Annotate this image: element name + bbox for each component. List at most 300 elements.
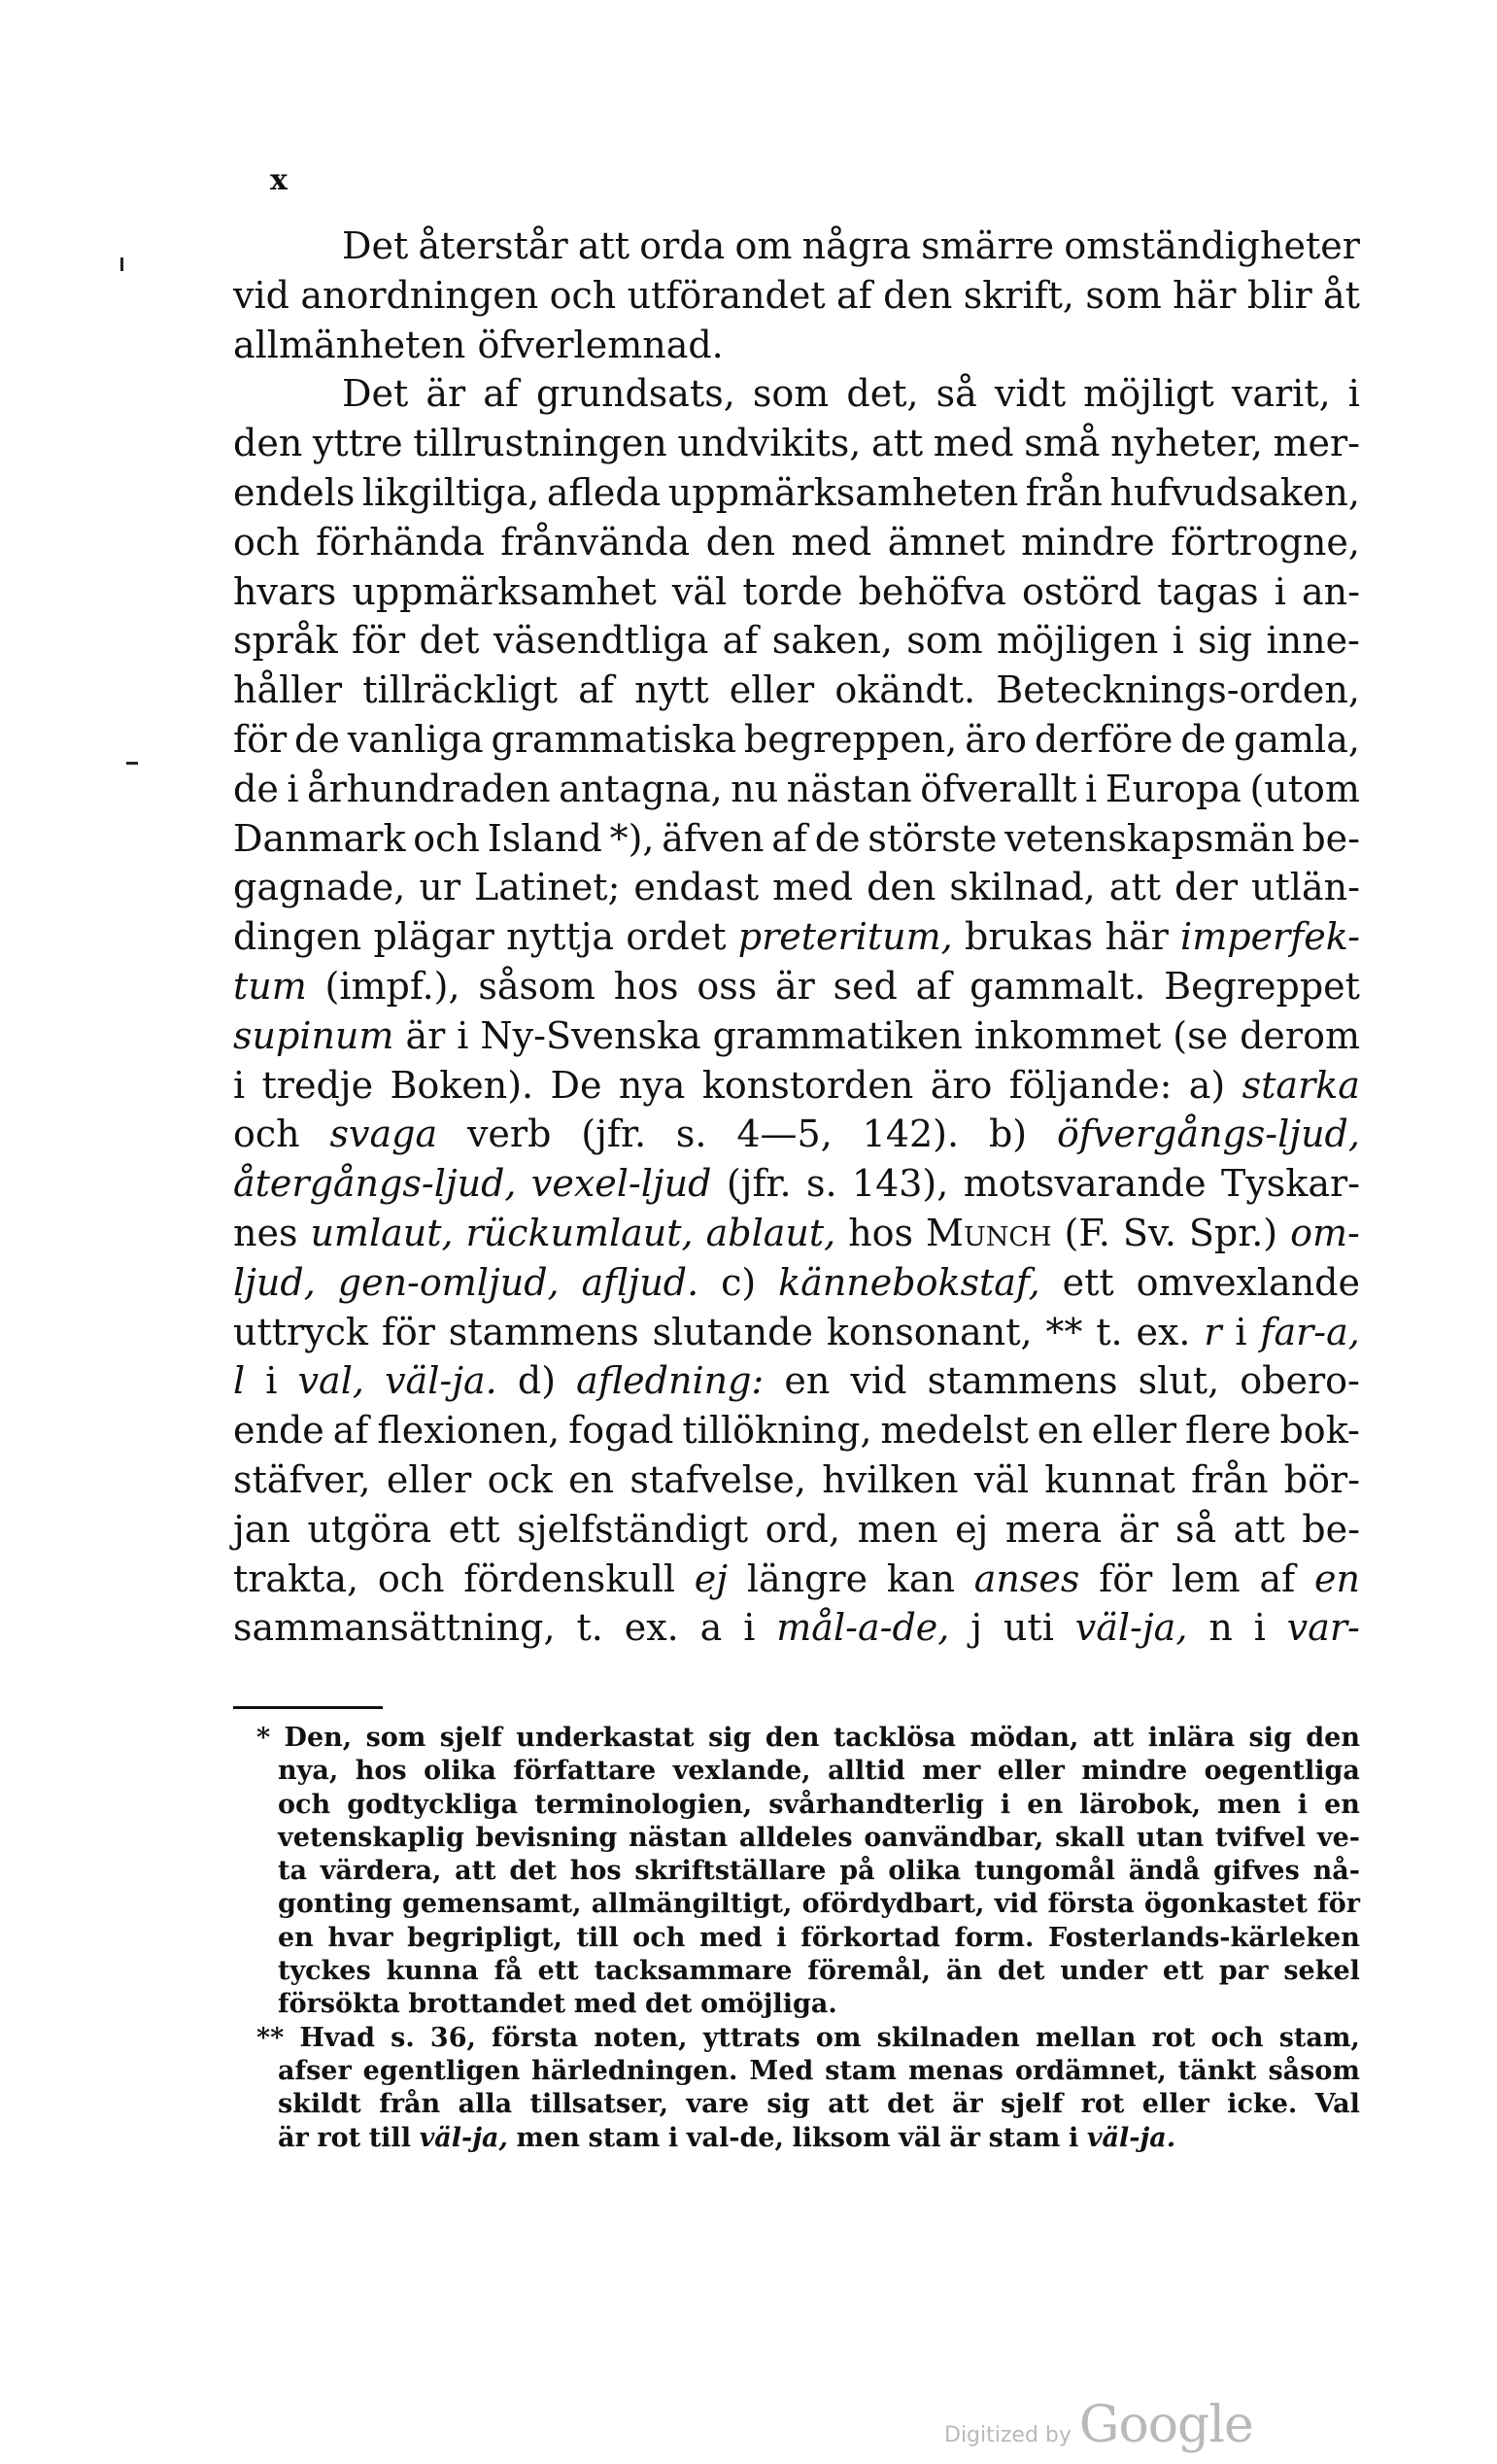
body-word: så bbox=[936, 372, 977, 416]
note-word: tvifvel bbox=[1214, 1822, 1307, 1853]
body-word: fogad bbox=[568, 1409, 674, 1453]
note-word: gemensamt, bbox=[401, 1889, 582, 1920]
body-word: bör- bbox=[1283, 1457, 1360, 1501]
note-word: ta bbox=[278, 1856, 307, 1887]
body-word: l bbox=[233, 1359, 246, 1403]
body-word: i bbox=[1347, 372, 1360, 416]
body-word: supinum bbox=[233, 1013, 394, 1057]
body-word: Europa bbox=[1105, 767, 1242, 810]
body-word: (utom bbox=[1249, 767, 1360, 810]
body-word: de bbox=[294, 717, 340, 761]
note-word: men bbox=[516, 2122, 580, 2153]
note-word: ** bbox=[256, 2022, 285, 2053]
note-line bbox=[256, 1955, 1360, 1988]
note-word: än bbox=[945, 1956, 983, 1987]
body-word: c) bbox=[721, 1260, 757, 1304]
body-word: nes bbox=[233, 1211, 298, 1254]
body-word: plägar bbox=[373, 915, 494, 959]
body-word: Ny-Svenska bbox=[480, 1013, 701, 1057]
note-word: oegentliga bbox=[1204, 1756, 1360, 1787]
note-word: tyckes bbox=[278, 1956, 371, 1987]
body-word: och bbox=[377, 1557, 445, 1600]
body-word: afljud. bbox=[581, 1260, 699, 1304]
note-word: till bbox=[368, 2122, 411, 2153]
note-word: stam bbox=[825, 2055, 897, 2086]
body-word: är bbox=[425, 372, 466, 416]
body-word: hos bbox=[848, 1211, 914, 1254]
body-line bbox=[233, 321, 1360, 370]
body-word: och bbox=[233, 1112, 300, 1156]
note-word: godtyckliga bbox=[347, 1789, 519, 1820]
note-word: det bbox=[509, 1856, 557, 1887]
body-word: ende bbox=[233, 1409, 324, 1453]
body-word: Betecknings-orden, bbox=[996, 668, 1360, 712]
body-line bbox=[233, 1603, 1360, 1653]
body-line bbox=[233, 1011, 1360, 1061]
body-line bbox=[233, 271, 1360, 321]
body-word: i bbox=[743, 1606, 756, 1650]
body-word: hos bbox=[613, 964, 679, 1008]
body-word: språk bbox=[233, 619, 338, 663]
body-word: gen-omljud, bbox=[337, 1260, 560, 1304]
body-word: århundraden bbox=[306, 767, 551, 810]
body-word: tredje bbox=[261, 1063, 374, 1107]
body-word: återgångs-ljud, bbox=[233, 1162, 517, 1206]
note-word: 36, bbox=[429, 2022, 476, 2053]
body-word: omständigheter bbox=[1064, 224, 1360, 267]
body-word: Sv. bbox=[1122, 1211, 1176, 1254]
note-word: afser bbox=[278, 2055, 352, 2086]
body-word: i bbox=[1235, 1310, 1247, 1353]
body-word: skrift, bbox=[963, 273, 1075, 317]
note-word: form. bbox=[954, 1922, 1035, 1953]
body-word: lem bbox=[1172, 1557, 1241, 1600]
note-word: Hvad bbox=[299, 2022, 375, 2053]
note-word: tänkt bbox=[1177, 2055, 1257, 2086]
body-word: anses bbox=[973, 1557, 1080, 1600]
body-word: (se bbox=[1173, 1013, 1229, 1057]
note-word: utan bbox=[1136, 1822, 1205, 1853]
body-word: bok- bbox=[1279, 1409, 1360, 1453]
note-word: s. bbox=[391, 2022, 415, 2053]
note-word: väl-ja, bbox=[419, 2122, 508, 2153]
body-word: brukas bbox=[965, 915, 1094, 959]
body-word: yttre bbox=[312, 422, 403, 465]
body-word: Det bbox=[342, 372, 409, 416]
note-word: första bbox=[492, 2022, 579, 2053]
body-word: mål-a-de, bbox=[776, 1606, 950, 1650]
body-word: rückumlaut, bbox=[465, 1211, 694, 1254]
note-word: rot bbox=[1151, 2022, 1196, 2053]
note-word: få bbox=[493, 1956, 523, 1987]
body-word: tum bbox=[233, 964, 307, 1008]
body-word: b) bbox=[988, 1112, 1028, 1156]
body-line bbox=[233, 765, 1360, 814]
body-word: sig bbox=[1198, 619, 1253, 663]
body-word: att bbox=[1233, 1507, 1285, 1551]
note-word: i bbox=[667, 2122, 679, 2153]
watermark-prefix: Digitized by bbox=[944, 2423, 1072, 2447]
body-word: från bbox=[1191, 1457, 1269, 1501]
note-word: vexlande, bbox=[672, 1756, 811, 1787]
note-word: sig bbox=[708, 1723, 752, 1753]
body-word: derföre bbox=[1034, 717, 1174, 761]
note-word: det bbox=[997, 1956, 1045, 1987]
body-word: väsendtliga bbox=[493, 619, 709, 663]
note-word: på bbox=[839, 1856, 875, 1887]
note-word: val-de, bbox=[686, 2122, 784, 2153]
note-word: med bbox=[573, 1989, 637, 2020]
note-line bbox=[256, 1789, 1360, 1822]
body-word: medelst bbox=[880, 1409, 1029, 1453]
body-word: kunnat bbox=[1044, 1457, 1175, 1501]
body-line bbox=[233, 863, 1360, 912]
body-word: vetenskapsmän bbox=[1004, 816, 1295, 860]
body-word: uppmärksamhet bbox=[352, 569, 657, 613]
body-word: afleda bbox=[546, 470, 662, 514]
note-word: noten, bbox=[594, 2022, 688, 2053]
body-word: obero- bbox=[1240, 1359, 1360, 1403]
body-word: och bbox=[413, 816, 480, 860]
body-word: Boken). bbox=[390, 1063, 534, 1107]
footnotes bbox=[256, 1722, 1360, 2155]
body-word: umlaut, bbox=[310, 1211, 454, 1254]
note-word: icke. bbox=[1227, 2089, 1298, 2120]
margin-mark bbox=[120, 257, 123, 271]
note-word: och bbox=[1210, 2022, 1264, 2053]
body-word: sjelfständigt bbox=[517, 1507, 749, 1551]
body-word: uti bbox=[1003, 1606, 1054, 1650]
body-word: stammens bbox=[927, 1359, 1118, 1403]
body-word: stammens bbox=[448, 1310, 639, 1353]
note-word: sjelf bbox=[439, 1723, 502, 1753]
body-word: Munch bbox=[926, 1211, 1052, 1254]
body-word: tillökning, bbox=[682, 1409, 872, 1453]
body-word: här bbox=[1105, 915, 1169, 959]
body-word: i bbox=[287, 767, 299, 810]
note-word: vid bbox=[994, 1889, 1038, 1920]
body-word: oss bbox=[697, 964, 758, 1008]
body-line bbox=[233, 666, 1360, 715]
body-word: ock bbox=[487, 1457, 553, 1501]
body-word: att bbox=[870, 422, 924, 465]
body-line bbox=[233, 419, 1360, 468]
body-word: d) bbox=[517, 1359, 557, 1403]
body-word: ljud, bbox=[233, 1260, 316, 1304]
body-word: väl-ja. bbox=[385, 1359, 497, 1403]
note-word: tillsatser, bbox=[529, 2089, 668, 2120]
body-word: som bbox=[1085, 273, 1162, 317]
body-word: t. bbox=[1096, 1310, 1123, 1353]
note-line bbox=[256, 2122, 1360, 2155]
body-word: frånvända bbox=[500, 520, 691, 564]
body-word: begreppen, bbox=[743, 717, 958, 761]
note-word: ordämnet, bbox=[1014, 2055, 1167, 2086]
note-word: väl-ja. bbox=[1086, 2122, 1176, 2153]
note-word: försökta bbox=[278, 1989, 400, 2020]
note-word: hos bbox=[569, 1856, 622, 1887]
body-word: konstorden bbox=[701, 1063, 914, 1107]
body-word: flere bbox=[1185, 1409, 1272, 1453]
body-word: några bbox=[801, 224, 911, 267]
body-word: 142). bbox=[862, 1112, 960, 1156]
body-word: (jfr. bbox=[581, 1112, 647, 1156]
note-word: skriftställare bbox=[634, 1856, 827, 1887]
body-word: öfverallt bbox=[920, 767, 1077, 810]
body-word: de bbox=[814, 816, 861, 860]
body-word: val, bbox=[297, 1359, 364, 1403]
note-word: värdera, bbox=[320, 1856, 442, 1887]
body-word: här bbox=[1173, 273, 1237, 317]
body-word: nästan bbox=[786, 767, 912, 810]
note-word: stam bbox=[588, 2122, 661, 2153]
note-word: till bbox=[576, 1922, 619, 1953]
body-line bbox=[233, 1505, 1360, 1555]
body-word: antagna, bbox=[559, 767, 723, 810]
body-word: Begreppet bbox=[1164, 964, 1360, 1008]
note-word: kunna bbox=[386, 1956, 479, 1987]
body-word: uttryck bbox=[233, 1310, 368, 1353]
note-word: alldeles bbox=[738, 1822, 853, 1853]
body-word: dingen bbox=[233, 915, 362, 959]
body-word: af bbox=[578, 668, 614, 712]
body-word: s. bbox=[675, 1112, 707, 1156]
body-word: hvars bbox=[233, 569, 337, 613]
body-word: kännebokstaf, bbox=[778, 1260, 1040, 1304]
body-word: om- bbox=[1290, 1211, 1360, 1254]
body-word: den bbox=[883, 273, 953, 317]
body-word: ord, bbox=[765, 1507, 841, 1551]
body-word: utgöra bbox=[307, 1507, 432, 1551]
note-word: att bbox=[455, 1856, 496, 1887]
body-word: vid bbox=[850, 1359, 907, 1403]
body-line bbox=[233, 1308, 1360, 1357]
body-word: en bbox=[784, 1359, 831, 1403]
body-word: derom bbox=[1240, 1013, 1360, 1057]
body-word: utförandet bbox=[627, 273, 826, 317]
body-word: varit, bbox=[1231, 372, 1331, 416]
body-word: sed bbox=[833, 964, 898, 1008]
body-word: vidt bbox=[994, 372, 1067, 416]
body-word: om bbox=[734, 224, 793, 267]
body-line bbox=[233, 567, 1360, 617]
body-word: mer- bbox=[1273, 422, 1360, 465]
body-word: att bbox=[577, 224, 630, 267]
body-word: men bbox=[857, 1507, 938, 1551]
note-word: är bbox=[952, 2089, 983, 2120]
note-line bbox=[256, 1988, 1360, 2021]
body-line bbox=[233, 1406, 1360, 1455]
body-word: af bbox=[722, 619, 759, 663]
body-word: slutande bbox=[652, 1310, 813, 1353]
note-word: ofördydbart, bbox=[801, 1889, 985, 1920]
body-word: väl-ja, bbox=[1074, 1606, 1188, 1650]
body-word: saken, bbox=[771, 619, 893, 663]
note-word: lärobok, bbox=[1079, 1789, 1202, 1820]
body-word: ostörd bbox=[1022, 569, 1142, 613]
note-word: sig bbox=[766, 2089, 810, 2120]
body-word: håller bbox=[233, 668, 343, 712]
note-word: tacklösa bbox=[833, 1723, 957, 1753]
note-line bbox=[256, 1822, 1360, 1855]
note-word: Med bbox=[749, 2055, 814, 2086]
body-word: den bbox=[867, 866, 936, 909]
note-word: brottandet bbox=[408, 1989, 566, 2020]
body-word: ordet bbox=[626, 915, 727, 959]
body-word: inne- bbox=[1266, 619, 1360, 663]
body-word: och bbox=[233, 520, 300, 564]
note-word: olika bbox=[888, 1856, 962, 1887]
body-word: i bbox=[1172, 619, 1184, 663]
body-word: far-a, bbox=[1260, 1310, 1360, 1353]
body-word: tillrustningen bbox=[413, 422, 667, 465]
body-word: återstår bbox=[418, 224, 568, 267]
body-word: imperfek- bbox=[1180, 915, 1360, 959]
body-word: i bbox=[265, 1359, 278, 1403]
body-word: gamla, bbox=[1234, 717, 1360, 761]
body-word: vanliga bbox=[347, 717, 484, 761]
body-word: hufvudsaken, bbox=[1109, 470, 1360, 514]
body-line bbox=[233, 518, 1360, 567]
body-word: trakta, bbox=[233, 1557, 359, 1600]
note-word: för bbox=[1317, 1889, 1360, 1920]
body-word: med bbox=[791, 520, 872, 564]
body-word: längre bbox=[746, 1557, 868, 1600]
note-word: tungomål bbox=[973, 1856, 1115, 1887]
body-word: *), bbox=[609, 816, 655, 860]
body-word: fördenskull bbox=[463, 1557, 675, 1600]
note-word: som bbox=[365, 1723, 426, 1753]
note-word: i bbox=[1000, 1789, 1011, 1820]
body-line bbox=[233, 715, 1360, 765]
body-word: r bbox=[1204, 1310, 1222, 1353]
body-line bbox=[233, 1356, 1360, 1406]
note-word: terminologien, bbox=[534, 1789, 753, 1820]
body-word: tillräckligt bbox=[362, 668, 559, 712]
body-word: j bbox=[970, 1606, 983, 1650]
note-line bbox=[256, 2088, 1360, 2121]
body-line bbox=[233, 962, 1360, 1011]
body-word: ex. bbox=[1136, 1310, 1191, 1353]
note-word: att bbox=[828, 2089, 869, 2120]
note-word: yttrats bbox=[702, 2022, 800, 2053]
note-word: rot bbox=[1080, 2089, 1125, 2120]
note-word: Val bbox=[1314, 2089, 1360, 2120]
note-word: tacksammare bbox=[594, 1956, 793, 1987]
body-line bbox=[233, 1555, 1360, 1604]
note-word: den bbox=[765, 1723, 820, 1753]
note-line bbox=[256, 2055, 1360, 2088]
note-word: omöjliga. bbox=[700, 1989, 837, 2020]
body-word: förtrogne, bbox=[1171, 520, 1360, 564]
note-word: första bbox=[1047, 1889, 1135, 1920]
body-word: sammansättning, bbox=[233, 1606, 556, 1650]
note-word: sig bbox=[1248, 1723, 1292, 1753]
note-word: mödan, bbox=[970, 1723, 1079, 1753]
body-word: i bbox=[457, 1013, 469, 1057]
note-word: nya, bbox=[278, 1756, 339, 1787]
body-word: med bbox=[933, 422, 1014, 465]
note-word: vetenskaplig bbox=[278, 1822, 464, 1853]
note-word: i bbox=[1297, 1789, 1308, 1820]
body-word: kan bbox=[886, 1557, 955, 1600]
body-word: flexionen, bbox=[377, 1409, 561, 1453]
body-line bbox=[233, 912, 1360, 962]
google-logo: Google bbox=[1078, 2396, 1253, 2454]
body-word: ** bbox=[1045, 1310, 1083, 1353]
body-word: såsom bbox=[478, 964, 595, 1008]
note-line bbox=[256, 2022, 1360, 2055]
body-word: öfvergångs-ljud, bbox=[1056, 1112, 1360, 1156]
note-word: vare bbox=[686, 2089, 749, 2120]
note-word: gonting bbox=[278, 1889, 392, 1920]
note-word: eller bbox=[1141, 2089, 1209, 2120]
body-word: för bbox=[381, 1310, 435, 1353]
body-word: den bbox=[233, 422, 303, 465]
page-number: x bbox=[270, 163, 288, 197]
body-word: grammatiken bbox=[712, 1013, 963, 1057]
margin-mark bbox=[126, 762, 138, 765]
body-word: möjligt bbox=[1083, 372, 1214, 416]
note-word: under bbox=[1060, 1956, 1147, 1987]
note-word: alltid bbox=[828, 1756, 905, 1787]
body-word: ablaut, bbox=[705, 1211, 836, 1254]
body-word: väl bbox=[671, 569, 728, 613]
body-word: (F. bbox=[1064, 1211, 1110, 1254]
body-word: af bbox=[1259, 1557, 1296, 1600]
body-word: 4—5, bbox=[736, 1112, 833, 1156]
body-word: gagnade, bbox=[233, 866, 406, 909]
note-word: författare bbox=[513, 1756, 657, 1787]
body-word: stafvelse, bbox=[629, 1457, 806, 1501]
note-line bbox=[256, 1855, 1360, 1888]
body-word: preteritum, bbox=[737, 915, 953, 959]
body-word: De bbox=[550, 1063, 602, 1107]
body-word: af bbox=[483, 372, 519, 416]
note-word: om bbox=[815, 2022, 862, 2053]
body-word: öfverlemnad. bbox=[477, 323, 724, 366]
note-word: oanvändbar, bbox=[864, 1822, 1044, 1853]
note-word: par bbox=[1218, 1956, 1269, 1987]
body-word: den bbox=[705, 520, 775, 564]
body-word: n bbox=[1208, 1606, 1233, 1650]
body-word: ett bbox=[1062, 1260, 1114, 1304]
note-word: hos bbox=[355, 1756, 407, 1787]
body-word: endast bbox=[633, 866, 760, 909]
note-word: skilnaden bbox=[876, 2022, 1020, 2053]
note-word: ändå bbox=[1128, 1856, 1201, 1887]
note-word: allmängiltigt, bbox=[591, 1889, 793, 1920]
note-word: förkortad bbox=[800, 1922, 940, 1953]
body-word: de bbox=[1180, 717, 1227, 761]
note-word: det bbox=[887, 2089, 935, 2120]
body-word: för bbox=[1099, 1557, 1153, 1600]
note-word: skall bbox=[1055, 1822, 1126, 1853]
note-word: från bbox=[379, 2089, 441, 2120]
body-word: nu bbox=[731, 767, 779, 810]
note-line bbox=[256, 1722, 1360, 1755]
note-word: men bbox=[1217, 1789, 1281, 1820]
digitized-watermark bbox=[944, 2396, 1253, 2454]
body-word: Island bbox=[487, 816, 602, 860]
body-word: starka bbox=[1242, 1063, 1360, 1107]
note-word: alla bbox=[458, 2089, 513, 2120]
body-word: ej bbox=[694, 1557, 729, 1600]
body-word: af bbox=[836, 273, 872, 317]
body-word: som bbox=[906, 619, 983, 663]
body-word: ex. bbox=[624, 1606, 679, 1650]
body-word: an- bbox=[1301, 569, 1360, 613]
